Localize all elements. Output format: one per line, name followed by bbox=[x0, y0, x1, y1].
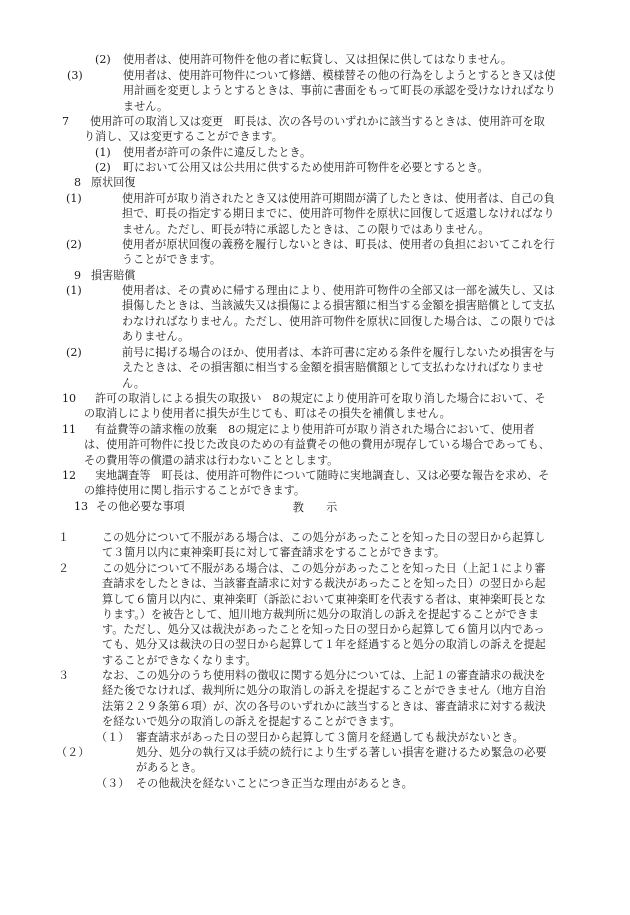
clause-number: (2) bbox=[95, 161, 111, 174]
clause-text: 原状回復 bbox=[91, 176, 136, 189]
notice-heading: 教 示 bbox=[292, 501, 338, 514]
clause-7 bbox=[62, 114, 554, 145]
clause-number: 12 bbox=[62, 469, 77, 482]
notice-item-3-3 bbox=[96, 776, 552, 791]
clause-text: 使用者は、その責めに帰する理由により、使用許可物件の全部又は一部を滅失し、又は損傷したときは、当該滅失又は損傷による損害額に相当する金額を損害賠償として支払わなければなりません。ただし、使用許可物件を原状に回復した場合は、この限りではありません。 bbox=[122, 284, 556, 343]
clause-number: (2) bbox=[95, 53, 111, 66]
clause-text: 町において公用又は公共用に供するため使用許可物件を必要とするとき。 bbox=[123, 161, 489, 174]
notice-item-3-1 bbox=[96, 730, 552, 745]
clause-6-3 bbox=[67, 68, 561, 114]
clause-8 bbox=[74, 175, 544, 190]
clause-text: 許可の取消しによる損失の取扱い 8の規定により使用許可を取り消した場合において、その取消しにより使用者に損失が生じても、町はその損失を補償しません。 bbox=[84, 392, 546, 421]
clause-9-1 bbox=[66, 283, 558, 344]
clause-text: 使用者が原状回復の義務を履行しないときは、町長は、使用者の負担においてこれを行うことができます。 bbox=[122, 238, 555, 267]
clause-9 bbox=[74, 268, 544, 283]
clause-number: 9 bbox=[74, 269, 82, 282]
clause-text: 実地調査等 町長は、使用許可物件について随時に実地調査し、又は必要な報告を求め、その維持使用に関し指示することができます。 bbox=[84, 469, 550, 498]
notice-number: （２） bbox=[56, 746, 90, 759]
clause-number: 7 bbox=[62, 115, 70, 128]
clause-text: 損害賠償 bbox=[91, 269, 136, 282]
clause-9-2 bbox=[66, 345, 558, 391]
clause-number: (2) bbox=[66, 238, 82, 251]
clause-7-1 bbox=[95, 145, 555, 160]
clause-number: (1) bbox=[66, 284, 82, 297]
clause-text: 使用許可が取り消されたとき又は使用許可期間が満了したときは、使用者は、自己の負担で、町長の指定する期日までに、使用許可物件を原状に回復して返還しなければなりません。ただし、町長が特に承認したときは、この限りではありません。 bbox=[122, 192, 555, 236]
clause-number: 11 bbox=[62, 423, 77, 436]
clause-number: 10 bbox=[62, 392, 77, 405]
clause-11 bbox=[62, 422, 554, 468]
clause-text: 前号に掲げる場合のほか、使用者は、本許可書に定める条件を履行しないため損害を与えたときは、その損害額に相当する金額を損害賠償額として支払わなければなりません。 bbox=[122, 346, 555, 390]
notice-item-3-2 bbox=[56, 745, 552, 776]
notice-item-3 bbox=[58, 668, 552, 729]
clause-text: 使用許可の取消し又は変更 町長は、次の各号のいずれかに該当するときは、使用許可を取り消し、又は変更することができます。 bbox=[84, 115, 545, 144]
notice-text: 処分、処分の執行又は手続の続行により生ずる著しい損害を避けるため緊急の必要があるとき。 bbox=[136, 746, 547, 775]
notice-number: （１） bbox=[96, 731, 130, 744]
notice-number: ２ bbox=[58, 562, 70, 575]
clause-12 bbox=[62, 468, 554, 499]
clause-text: 使用者は、使用許可物件について修繕、模様替その他の行為をしようとするとき又は使用計画を変更しようとするときは、事前に書面をもって町長の承認を受けなければなりません。 bbox=[123, 69, 556, 113]
clause-number: (1) bbox=[66, 192, 82, 205]
notice-item-1 bbox=[58, 530, 552, 561]
clause-text: 有益費等の請求権の放棄 8の規定により使用許可が取り消された場合において、使用者は、使用許可物件に投じた改良のための有益費その他の費用が現存している場合であっても、その費用等の償還の請求は行わないこととします。 bbox=[84, 423, 550, 467]
clause-7-2 bbox=[95, 160, 555, 175]
notice-text: 審査請求があった日の翌日から起算して３箇月を経過しても裁決がないとき。 bbox=[136, 731, 524, 744]
notice-text: その他裁決を経ないことにつき正当な理由があるとき。 bbox=[136, 777, 413, 790]
notice-text: この処分について不服がある場合は、この処分があったことを知った日（上記１により審査請求をしたときは、当該審査請求に対する裁決があったことを知った日）の翌日から起算して６箇月以内に、東神楽町（訴訟において東神楽町を代表する者は、東神楽町長となります。）を被告として、旭川地方裁判所に処分の取消しの訴えを提起することができます。ただし、処分又は裁決があったことを知った日の翌日から起算して６箇月以内であっても、処分又は裁決の日の翌日から起算して１年を経過すると処分の取消しの訴えを提起することができなくなります。 bbox=[102, 562, 546, 667]
clause-number: (2) bbox=[66, 346, 82, 359]
clause-6-2 bbox=[95, 52, 555, 67]
notice-number: （３） bbox=[96, 777, 130, 790]
notice-number: １ bbox=[58, 531, 70, 544]
clause-8-1 bbox=[66, 191, 558, 237]
clause-text: 使用者は、使用許可物件を他の者に転貸し、又は担保に供してはなりません。 bbox=[123, 53, 512, 66]
clause-number: (3) bbox=[67, 69, 83, 82]
notice-text: この処分について不服がある場合は、この処分があったことを知った日の翌日から起算して３箇月以内に東神楽町長に対して審査請求をすることができます。 bbox=[102, 531, 546, 560]
clause-8-2 bbox=[66, 237, 558, 268]
clause-number: (1) bbox=[95, 146, 111, 159]
notice-number: ３ bbox=[58, 669, 70, 682]
notice-item-2 bbox=[58, 561, 552, 668]
clause-10 bbox=[62, 391, 554, 422]
clause-text: 使用者が許可の条件に違反したとき。 bbox=[123, 146, 312, 159]
clause-number: 13 bbox=[74, 500, 89, 513]
notice-text: なお、この処分のうち使用料の徴収に関する処分については、上記１の審査請求の裁決を経た後でなければ、裁判所に処分の取消しの訴えを提起することができません（地方自治法第２２９条第６項）が、次の各号のいずれかに該当するときは、審査請求に対する裁決を経ないで処分の取消しの訴えを提起することができます。 bbox=[102, 669, 546, 728]
clause-text: その他必要な事項 bbox=[96, 500, 185, 513]
clause-number: 8 bbox=[74, 176, 82, 189]
